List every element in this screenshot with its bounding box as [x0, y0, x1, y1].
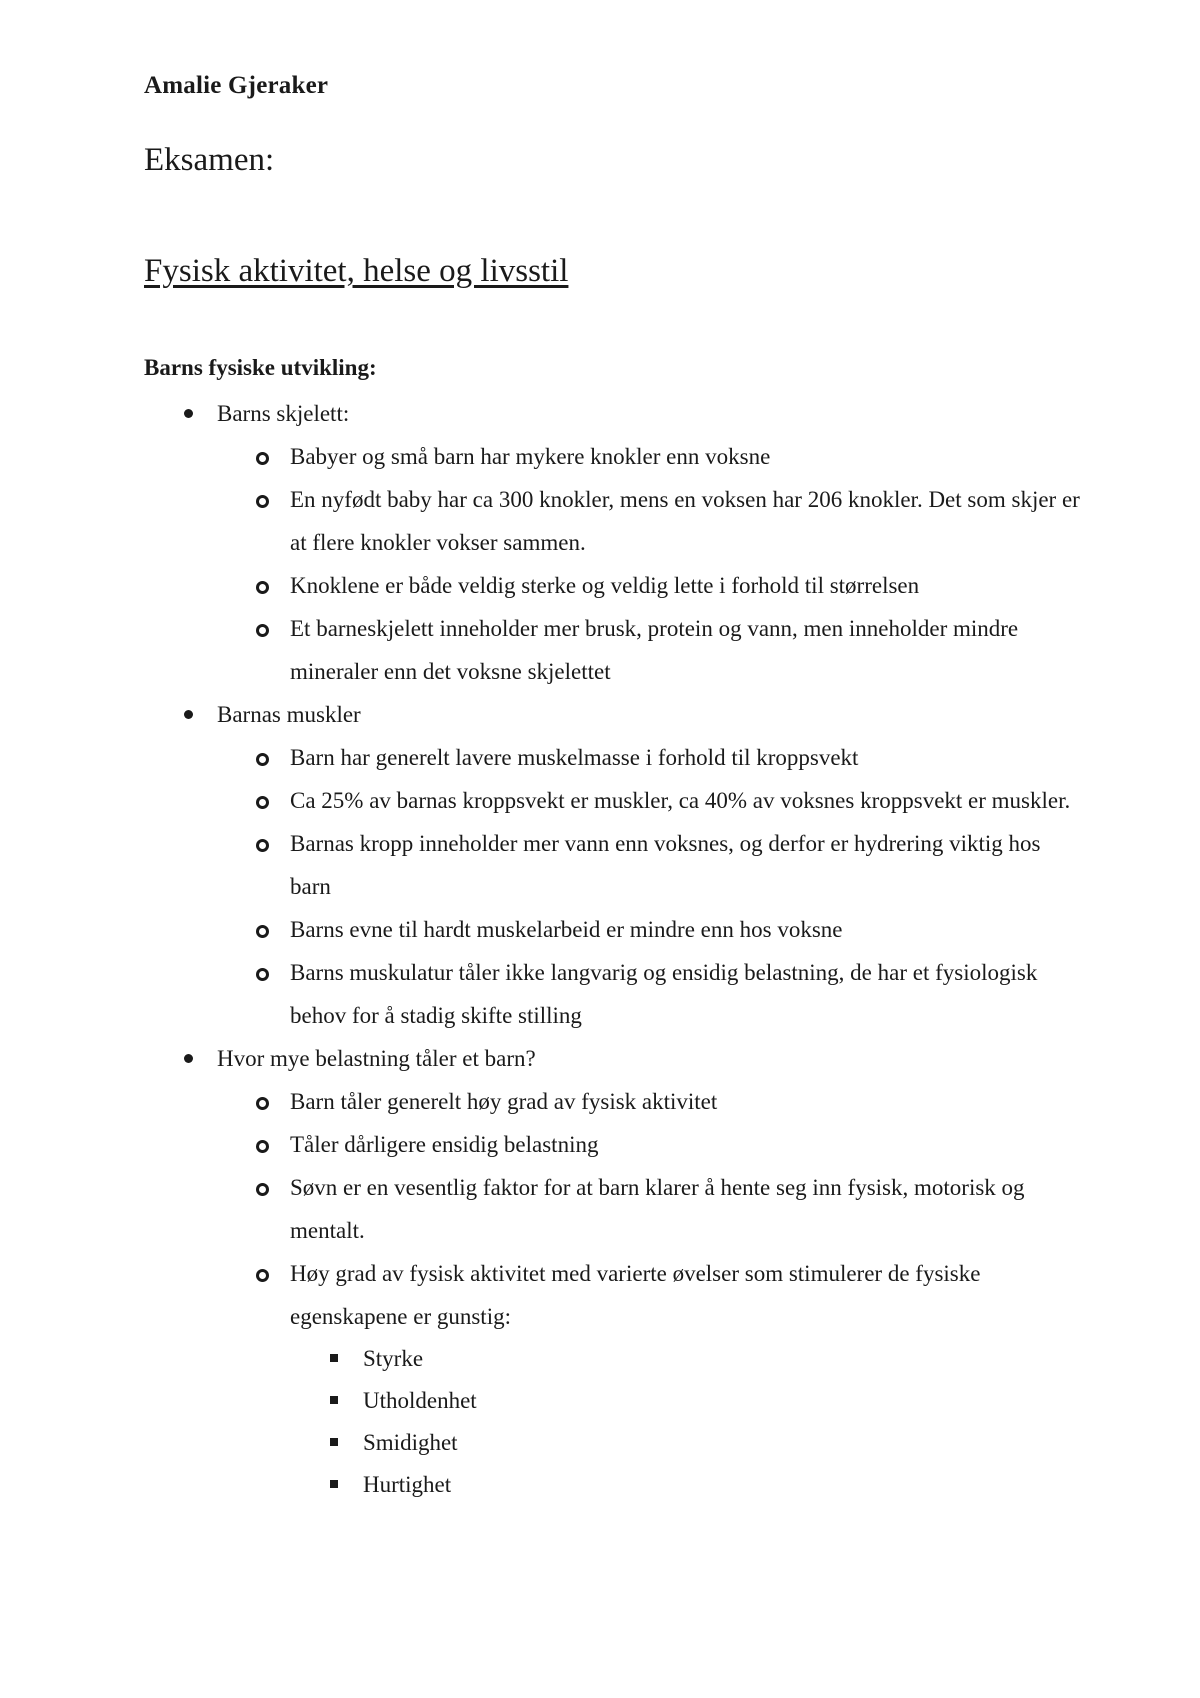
list-item	[217, 1080, 1084, 1123]
outline-list	[144, 392, 1084, 1506]
list-item-text: Knoklene er både veldig sterke og veldig lette i forhold til størrelsen	[290, 573, 920, 598]
list-item-text: Et barneskjelett inneholder mer brusk, protein og vann, men inneholder mindre mineraler enn det voksne skjelettet	[290, 616, 1019, 684]
list-item	[217, 1252, 1084, 1506]
list-item-text: Smidighet	[363, 1430, 458, 1455]
list-item	[217, 1166, 1084, 1252]
section-heading: Barns fysiske utvikling:	[144, 355, 377, 380]
list-item	[217, 779, 1084, 822]
list-item	[144, 392, 1084, 693]
list-item-text: Barns muskulatur tåler ikke langvarig og ensidig belastning, de har et fysiologisk behov for å stadig skifte stilling	[290, 960, 1038, 1028]
list-item-label: Barnas muskler	[217, 702, 361, 727]
list-item-text: Utholdenhet	[363, 1388, 477, 1413]
sublist	[217, 435, 1084, 693]
sub-sublist	[290, 1338, 1084, 1506]
list-item	[290, 1464, 1084, 1506]
exam-title: Eksamen:	[144, 142, 275, 178]
list-item-text: Barn tåler generelt høy grad av fysisk aktivitet	[290, 1089, 718, 1114]
sublist	[217, 736, 1084, 1037]
list-item	[217, 478, 1084, 564]
list-item	[217, 908, 1084, 951]
list-item-text: Barns evne til hardt muskelarbeid er mindre enn hos voksne	[290, 917, 843, 942]
list-item-text: Barnas kropp inneholder mer vann enn voksnes, og derfor er hydrering viktig hos barn	[290, 831, 1041, 899]
list-item	[290, 1422, 1084, 1464]
list-item-text: Barn har generelt lavere muskelmasse i forhold til kroppsvekt	[290, 745, 859, 770]
list-item-text: Hurtighet	[363, 1472, 452, 1497]
list-item	[217, 435, 1084, 478]
list-item-label: Hvor mye belastning tåler et barn?	[217, 1046, 536, 1071]
list-item	[217, 607, 1084, 693]
list-item	[217, 951, 1084, 1037]
subject-title: Fysisk aktivitet, helse og livsstil	[144, 253, 569, 289]
list-item	[144, 1037, 1084, 1506]
list-item	[217, 564, 1084, 607]
author-name: Amalie Gjeraker	[144, 72, 329, 99]
list-item	[290, 1338, 1084, 1380]
list-item-text: Styrke	[363, 1346, 424, 1371]
list-item	[217, 1123, 1084, 1166]
list-item-text: En nyfødt baby har ca 300 knokler, mens en voksen har 206 knokler. Det som skjer er at flere knokler vokser sammen.	[290, 487, 1080, 555]
list-item	[144, 693, 1084, 1037]
list-item-text: Høy grad av fysisk aktivitet med varierte øvelser som stimulerer de fysiske egenskapene er gunstig:	[290, 1261, 981, 1329]
list-item-label: Barns skjelett:	[217, 401, 350, 426]
list-item-text: Søvn er en vesentlig faktor for at barn klarer å hente seg inn fysisk, motorisk og mentalt.	[290, 1175, 1025, 1243]
list-item	[217, 736, 1084, 779]
list-item-text: Babyer og små barn har mykere knokler enn voksne	[290, 444, 771, 469]
list-item-text: Tåler dårligere ensidig belastning	[290, 1132, 599, 1157]
list-item	[217, 822, 1084, 908]
list-item-text: Ca 25% av barnas kroppsvekt er muskler, ca 40% av voksnes kroppsvekt er muskler.	[290, 788, 1071, 813]
sublist	[217, 1080, 1084, 1506]
list-item	[290, 1380, 1084, 1422]
